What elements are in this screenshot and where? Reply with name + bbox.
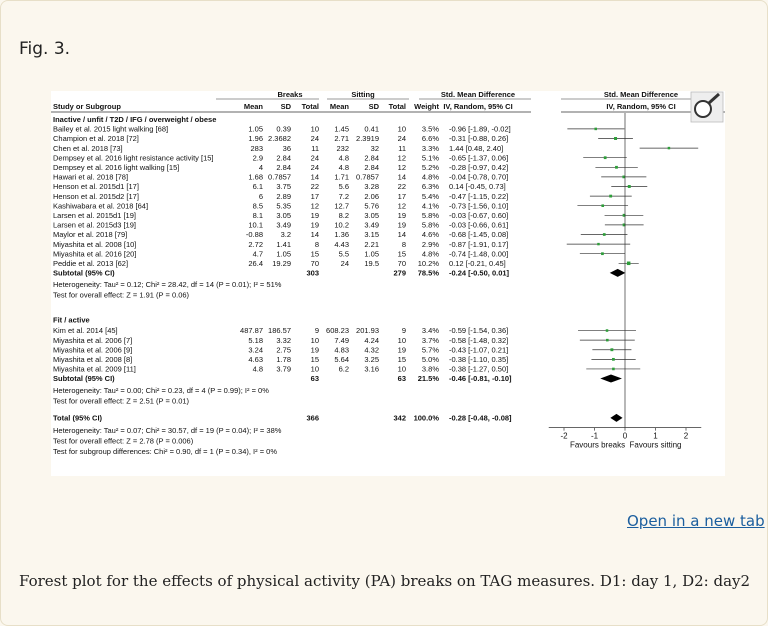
study-mean-2: 5.64 bbox=[334, 355, 349, 365]
header-smd: Std. Mean Difference bbox=[440, 91, 516, 99]
study-total-1: 24 bbox=[310, 153, 319, 163]
study-mean-2: 4.83 bbox=[334, 345, 349, 355]
study-name: Champion et al. 2018 [72] bbox=[53, 134, 139, 144]
subtotal-ci: -0.24 [-0.50, 0.01] bbox=[449, 268, 510, 278]
study-total-2: 19 bbox=[397, 220, 406, 230]
x-tick-label: 2 bbox=[683, 431, 689, 441]
header-breaks: Breaks bbox=[277, 91, 303, 99]
study-name: Miyashita et al. 2006 [7] bbox=[53, 335, 133, 345]
study-sd-2: 3.49 bbox=[364, 220, 379, 230]
study-mean-1: 4.7 bbox=[252, 249, 263, 259]
study-sd-1: 3.2 bbox=[280, 230, 291, 240]
header-sd-1: SD bbox=[280, 102, 291, 111]
study-sd-2: 4.24 bbox=[364, 335, 379, 345]
study-weight: 4.6% bbox=[421, 230, 439, 240]
study-ci: 1.44 [0.48, 2.40] bbox=[449, 143, 504, 153]
study-sd-1: 1.05 bbox=[276, 249, 291, 259]
study-mean-1: -0.88 bbox=[245, 230, 263, 240]
study-name: Miyashita et al. 2008 [8] bbox=[53, 355, 133, 365]
study-mean-2: 1.45 bbox=[334, 124, 349, 134]
study-mean-2: 5.6 bbox=[338, 182, 349, 192]
study-ci: -0.68 [-1.45, 0.08] bbox=[449, 230, 509, 240]
study-point bbox=[606, 329, 609, 332]
study-mean-1: 2.9 bbox=[252, 153, 263, 163]
study-mean-1: 1.96 bbox=[248, 134, 263, 144]
study-sd-2: 2.84 bbox=[364, 163, 379, 172]
study-mean-1: 26.4 bbox=[248, 259, 263, 268]
study-weight: 2.9% bbox=[421, 239, 439, 249]
study-mean-1: 1.05 bbox=[248, 124, 263, 134]
study-total-1: 8 bbox=[314, 239, 319, 249]
total-total-2: 342 bbox=[393, 413, 406, 423]
study-sd-1: 2.89 bbox=[276, 191, 291, 201]
study-total-1: 14 bbox=[310, 172, 319, 182]
study-mean-1: 6.1 bbox=[252, 182, 263, 192]
study-mean-2: 4.8 bbox=[338, 163, 349, 172]
x-tick-label: 1 bbox=[653, 431, 658, 441]
study-ci: -0.74 [-1.48, 0.00] bbox=[449, 249, 509, 259]
study-sd-1: 5.35 bbox=[276, 201, 291, 211]
overall-effect-text: Test for overall effect: Z = 1.91 (P = 0.06) bbox=[53, 290, 190, 300]
study-total-1: 12 bbox=[310, 201, 319, 211]
study-total-1: 22 bbox=[310, 182, 319, 192]
heterogeneity-text: Heterogeneity: Tau² = 0.12; Chi² = 28.42, df = 14 (P = 0.01); I² = 51% bbox=[53, 280, 282, 290]
study-ci: -0.47 [-1.15, 0.22] bbox=[449, 191, 509, 201]
study-weight: 5.2% bbox=[421, 163, 439, 172]
study-weight: 5.0% bbox=[421, 355, 439, 365]
study-total-1: 10 bbox=[310, 364, 319, 374]
study-total-2: 10 bbox=[397, 124, 406, 134]
study-mean-2: 24 bbox=[340, 259, 349, 268]
study-sd-2: 201.93 bbox=[356, 326, 379, 336]
header-smd-method: IV, Random, 95% CI bbox=[443, 102, 513, 111]
study-name: Peddie et al. 2013 [62] bbox=[53, 259, 129, 268]
study-ci: -0.03 [-0.67, 0.60] bbox=[449, 211, 509, 220]
open-in-new-tab-link[interactable]: Open in a new tab bbox=[627, 512, 765, 530]
study-point bbox=[594, 128, 597, 131]
header-total-1: Total bbox=[301, 102, 319, 111]
study-name: Dempsey et al. 2016 light walking [15] bbox=[53, 163, 180, 172]
study-point bbox=[628, 185, 631, 188]
study-ci: -0.38 [-1.27, 0.50] bbox=[449, 364, 509, 374]
study-weight: 3.4% bbox=[421, 326, 439, 336]
total-total-1: 366 bbox=[306, 413, 319, 423]
heterogeneity-text: Heterogeneity: Tau² = 0.00; Chi² = 0.23, df = 4 (P = 0.99); I² = 0% bbox=[53, 385, 269, 395]
header-sd-2: SD bbox=[368, 102, 379, 111]
magnifier-icon bbox=[691, 92, 723, 122]
study-mean-2: 4.8 bbox=[338, 153, 349, 163]
total-weight: 100.0% bbox=[413, 413, 439, 423]
study-total-2: 24 bbox=[397, 134, 406, 144]
header-sitting: Sitting bbox=[351, 91, 375, 99]
study-sd-2: 3.15 bbox=[364, 230, 379, 240]
study-sd-1: 3.05 bbox=[276, 211, 291, 220]
study-mean-2: 1.71 bbox=[334, 172, 349, 182]
overall-effect-text: Test for overall effect: Z = 2.51 (P = 0.01) bbox=[53, 396, 190, 406]
x-tick-label: 0 bbox=[622, 431, 628, 441]
study-mean-1: 5.18 bbox=[248, 335, 263, 345]
subtotal-label: Subtotal (95% CI) bbox=[53, 268, 115, 278]
study-point bbox=[603, 233, 606, 236]
header-total-2: Total bbox=[388, 102, 406, 111]
study-weight: 4.8% bbox=[421, 249, 439, 259]
study-sd-2: 0.7857 bbox=[356, 172, 379, 182]
study-mean-2: 12.7 bbox=[334, 201, 349, 211]
study-point bbox=[614, 137, 617, 140]
subgroup-title: Inactive / unfit / T2D / IFG / overweight / obese bbox=[53, 115, 217, 124]
study-weight: 5.8% bbox=[421, 220, 439, 230]
study-sd-1: 1.78 bbox=[276, 355, 291, 365]
study-mean-1: 4 bbox=[258, 163, 263, 172]
study-ci: 0.12 [-0.21, 0.45] bbox=[449, 259, 506, 268]
study-sd-1: 3.32 bbox=[276, 335, 291, 345]
study-name: Miyashita et al. 2008 [10] bbox=[53, 239, 137, 249]
subgroup-title: Fit / active bbox=[53, 315, 90, 325]
study-mean-2: 4.43 bbox=[334, 239, 349, 249]
study-sd-2: 5.76 bbox=[364, 201, 379, 211]
study-name: Chen et al. 2018 [73] bbox=[53, 143, 123, 153]
study-total-1: 19 bbox=[310, 345, 319, 355]
study-mean-2: 7.49 bbox=[334, 335, 349, 345]
study-total-1: 15 bbox=[310, 249, 319, 259]
study-mean-1: 8.5 bbox=[252, 201, 263, 211]
study-sd-1: 1.41 bbox=[276, 239, 291, 249]
study-mean-2: 10.2 bbox=[334, 220, 349, 230]
study-name: Miyashita et al. 2016 [20] bbox=[53, 249, 137, 259]
study-mean-1: 1.68 bbox=[248, 172, 263, 182]
study-total-1: 9 bbox=[314, 326, 319, 336]
study-total-2: 70 bbox=[397, 259, 406, 268]
study-ci: 0.14 [-0.45, 0.73] bbox=[449, 182, 506, 192]
figure-label: Fig. 3. bbox=[19, 39, 71, 59]
subtotal-weight: 78.5% bbox=[417, 268, 439, 278]
study-total-2: 15 bbox=[397, 249, 406, 259]
study-sd-1: 3.79 bbox=[276, 364, 291, 374]
favours-right-label: Favours sitting bbox=[629, 440, 682, 450]
study-mean-1: 6 bbox=[258, 191, 263, 201]
x-tick-label: -1 bbox=[590, 431, 599, 441]
study-mean-2: 8.2 bbox=[338, 211, 349, 220]
study-ci: -0.31 [-0.88, 0.26] bbox=[449, 134, 509, 144]
study-sd-1: 186.57 bbox=[268, 326, 291, 336]
subtotal-total-1: 303 bbox=[306, 268, 319, 278]
header-study: Study or Subgroup bbox=[53, 102, 121, 111]
study-sd-2: 3.16 bbox=[364, 364, 379, 374]
forest-plot-svg bbox=[51, 91, 725, 476]
study-mean-2: 6.2 bbox=[338, 364, 349, 374]
study-total-1: 24 bbox=[310, 134, 319, 144]
study-sd-1: 0.7857 bbox=[268, 172, 291, 182]
subtotal-label: Subtotal (95% CI) bbox=[53, 374, 115, 384]
study-name: Henson et al. 2015d1 [17] bbox=[53, 182, 139, 192]
subtotal-diamond bbox=[610, 269, 626, 277]
total-ci: -0.28 [-0.48, -0.08] bbox=[449, 413, 512, 423]
study-sd-2: 3.05 bbox=[364, 211, 379, 220]
study-point bbox=[609, 195, 612, 198]
study-weight: 3.3% bbox=[421, 143, 439, 153]
subtotal-total-2: 279 bbox=[393, 268, 406, 278]
study-weight: 4.8% bbox=[421, 172, 439, 182]
figure-caption: Forest plot for the effects of physical activity (PA) breaks on TAG measures. D1: day 1, D2: day2 bbox=[19, 572, 751, 590]
subtotal-weight: 21.5% bbox=[417, 374, 439, 384]
header-plot-title: Std. Mean Difference bbox=[603, 91, 679, 99]
study-sd-1: 36 bbox=[282, 143, 291, 153]
study-ci: -0.96 [-1.89, -0.02] bbox=[449, 124, 511, 134]
study-total-2: 11 bbox=[398, 143, 406, 153]
study-mean-2: 5.5 bbox=[338, 249, 349, 259]
study-total-1: 15 bbox=[310, 355, 319, 365]
study-total-2: 10 bbox=[397, 335, 406, 345]
study-mean-1: 3.24 bbox=[248, 345, 263, 355]
total-diamond bbox=[610, 414, 622, 422]
study-ci: -0.04 [-0.78, 0.70] bbox=[449, 172, 509, 182]
subtotal-total-1: 63 bbox=[310, 374, 319, 384]
header-weight: Weight bbox=[414, 102, 439, 111]
study-ci: -0.58 [-1.48, 0.32] bbox=[449, 335, 509, 345]
study-mean-1: 4.8 bbox=[252, 364, 263, 374]
study-mean-1: 487.87 bbox=[240, 326, 263, 336]
forest-plot bbox=[51, 91, 725, 476]
study-point bbox=[601, 252, 604, 255]
study-sd-2: 32 bbox=[370, 143, 379, 153]
footer-text: Heterogeneity: Tau² = 0.07; Chi² = 30.57, df = 19 (P = 0.04); I² = 38% bbox=[53, 426, 282, 436]
study-total-2: 8 bbox=[401, 239, 406, 249]
study-name: Dempsey et al. 2016 light resistance activity [15] bbox=[53, 153, 214, 163]
study-mean-2: 232 bbox=[336, 143, 349, 153]
study-point bbox=[615, 166, 618, 169]
study-sd-2: 2.84 bbox=[364, 153, 379, 163]
study-ci: -0.28 [-0.97, 0.42] bbox=[449, 163, 509, 172]
study-total-2: 15 bbox=[397, 355, 406, 365]
subtotal-diamond bbox=[600, 375, 622, 383]
study-point bbox=[601, 204, 604, 207]
study-sd-2: 4.32 bbox=[364, 345, 379, 355]
study-point bbox=[597, 243, 599, 245]
study-sd-1: 3.49 bbox=[276, 220, 291, 230]
study-weight: 6.6% bbox=[421, 134, 439, 144]
study-sd-1: 2.3682 bbox=[268, 134, 291, 144]
study-name: Kim et al. 2014 [45] bbox=[53, 326, 118, 336]
favours-left-label: Favours breaks bbox=[569, 440, 626, 450]
study-sd-1: 0.39 bbox=[276, 124, 291, 134]
study-total-1: 19 bbox=[310, 220, 319, 230]
study-ci: -0.73 [-1.56, 0.10] bbox=[449, 201, 509, 211]
study-total-2: 12 bbox=[397, 153, 406, 163]
study-total-1: 10 bbox=[310, 124, 319, 134]
study-total-1: 24 bbox=[310, 163, 319, 172]
study-ci: -0.43 [-1.07, 0.21] bbox=[449, 345, 509, 355]
study-total-2: 12 bbox=[397, 201, 406, 211]
study-mean-2: 608.23 bbox=[326, 326, 349, 336]
study-total-2: 9 bbox=[401, 326, 406, 336]
study-sd-2: 2.3919 bbox=[356, 134, 379, 144]
study-weight: 6.3% bbox=[421, 182, 439, 192]
study-total-2: 19 bbox=[397, 211, 406, 220]
study-total-2: 14 bbox=[397, 230, 406, 240]
study-total-1: 17 bbox=[310, 191, 319, 201]
study-total-1: 10 bbox=[310, 335, 319, 345]
study-total-2: 17 bbox=[397, 191, 406, 201]
footer-text: Test for overall effect: Z = 2.78 (P = 0.006) bbox=[53, 436, 194, 446]
study-ci: -0.59 [-1.54, 0.36] bbox=[449, 326, 509, 336]
study-ci: -0.03 [-0.66, 0.61] bbox=[449, 220, 509, 230]
study-weight: 5.1% bbox=[421, 153, 439, 163]
study-sd-1: 19.29 bbox=[272, 259, 291, 268]
total-label: Total (95% CI) bbox=[53, 413, 103, 423]
subtotal-total-2: 63 bbox=[397, 374, 406, 384]
study-sd-2: 1.05 bbox=[364, 249, 379, 259]
study-name: Hawari et al. 2018 [78] bbox=[53, 172, 129, 182]
study-mean-1: 10.1 bbox=[248, 220, 263, 230]
subtotal-ci: -0.46 [-0.81, -0.10] bbox=[449, 374, 512, 384]
study-sd-1: 2.84 bbox=[276, 163, 291, 172]
study-point bbox=[612, 368, 615, 371]
study-weight: 3.5% bbox=[421, 124, 439, 134]
study-name: Larsen et al. 2015d3 [19] bbox=[53, 220, 136, 230]
header-mean-2: Mean bbox=[329, 102, 349, 111]
study-ci: -0.65 [-1.37, 0.06] bbox=[449, 153, 509, 163]
x-tick-label: -2 bbox=[560, 431, 568, 441]
study-ci: -0.38 [-1.10, 0.35] bbox=[449, 355, 509, 365]
study-weight: 10.2% bbox=[417, 259, 439, 268]
study-total-2: 12 bbox=[397, 163, 406, 172]
study-total-2: 22 bbox=[397, 182, 406, 192]
study-total-1: 19 bbox=[310, 211, 319, 220]
study-mean-1: 4.63 bbox=[248, 355, 263, 365]
study-name: Kashiwabara et al. 2018 [64] bbox=[53, 201, 149, 211]
study-name: Miyashita et al. 2009 [11] bbox=[53, 364, 136, 374]
study-mean-2: 7.2 bbox=[338, 191, 349, 201]
study-point bbox=[668, 147, 670, 149]
study-name: Bailey et al. 2015 light walking [68] bbox=[53, 124, 169, 134]
study-total-1: 14 bbox=[310, 230, 319, 240]
study-total-1: 11 bbox=[311, 143, 319, 153]
study-sd-1: 3.75 bbox=[276, 182, 291, 192]
header-mean-1: Mean bbox=[243, 102, 263, 111]
study-name: Maylor et al. 2018 [79] bbox=[53, 230, 128, 240]
study-sd-2: 2.21 bbox=[364, 239, 379, 249]
study-weight: 5.7% bbox=[421, 345, 439, 355]
study-mean-1: 283 bbox=[250, 143, 263, 153]
study-sd-1: 2.75 bbox=[276, 345, 291, 355]
study-total-1: 70 bbox=[310, 259, 319, 268]
study-point bbox=[604, 156, 607, 159]
study-mean-2: 2.71 bbox=[334, 134, 349, 144]
study-total-2: 14 bbox=[397, 172, 406, 182]
study-weight: 5.8% bbox=[421, 211, 439, 220]
study-point bbox=[606, 339, 609, 342]
study-sd-1: 2.84 bbox=[276, 153, 291, 163]
study-total-2: 19 bbox=[397, 345, 406, 355]
study-total-2: 10 bbox=[397, 364, 406, 374]
footer-text: Test for subgroup differences: Chi² = 0.90, df = 1 (P = 0.34), I² = 0% bbox=[53, 447, 278, 457]
study-ci: -0.87 [-1.91, 0.17] bbox=[449, 239, 509, 249]
study-mean-1: 2.72 bbox=[248, 239, 263, 249]
study-point bbox=[612, 358, 615, 361]
study-weight: 5.4% bbox=[421, 191, 439, 201]
study-name: Miyashita et al. 2006 [9] bbox=[53, 345, 133, 355]
study-point bbox=[610, 348, 613, 351]
study-name: Larsen et al. 2015d1 [19] bbox=[53, 211, 136, 220]
study-sd-2: 19.5 bbox=[364, 259, 379, 268]
study-mean-1: 8.1 bbox=[252, 211, 263, 220]
study-sd-2: 3.28 bbox=[364, 182, 379, 192]
study-sd-2: 3.25 bbox=[364, 355, 379, 365]
header-plot-method: IV, Random, 95% CI bbox=[606, 102, 676, 111]
study-weight: 3.8% bbox=[421, 364, 439, 374]
study-name: Henson et al. 2015d2 [17] bbox=[53, 191, 139, 201]
study-weight: 3.7% bbox=[421, 335, 439, 345]
study-weight: 4.1% bbox=[421, 201, 439, 211]
study-point bbox=[627, 262, 631, 266]
study-sd-2: 2.06 bbox=[364, 191, 379, 201]
study-sd-2: 0.41 bbox=[364, 124, 379, 134]
study-mean-2: 1.36 bbox=[334, 230, 349, 240]
